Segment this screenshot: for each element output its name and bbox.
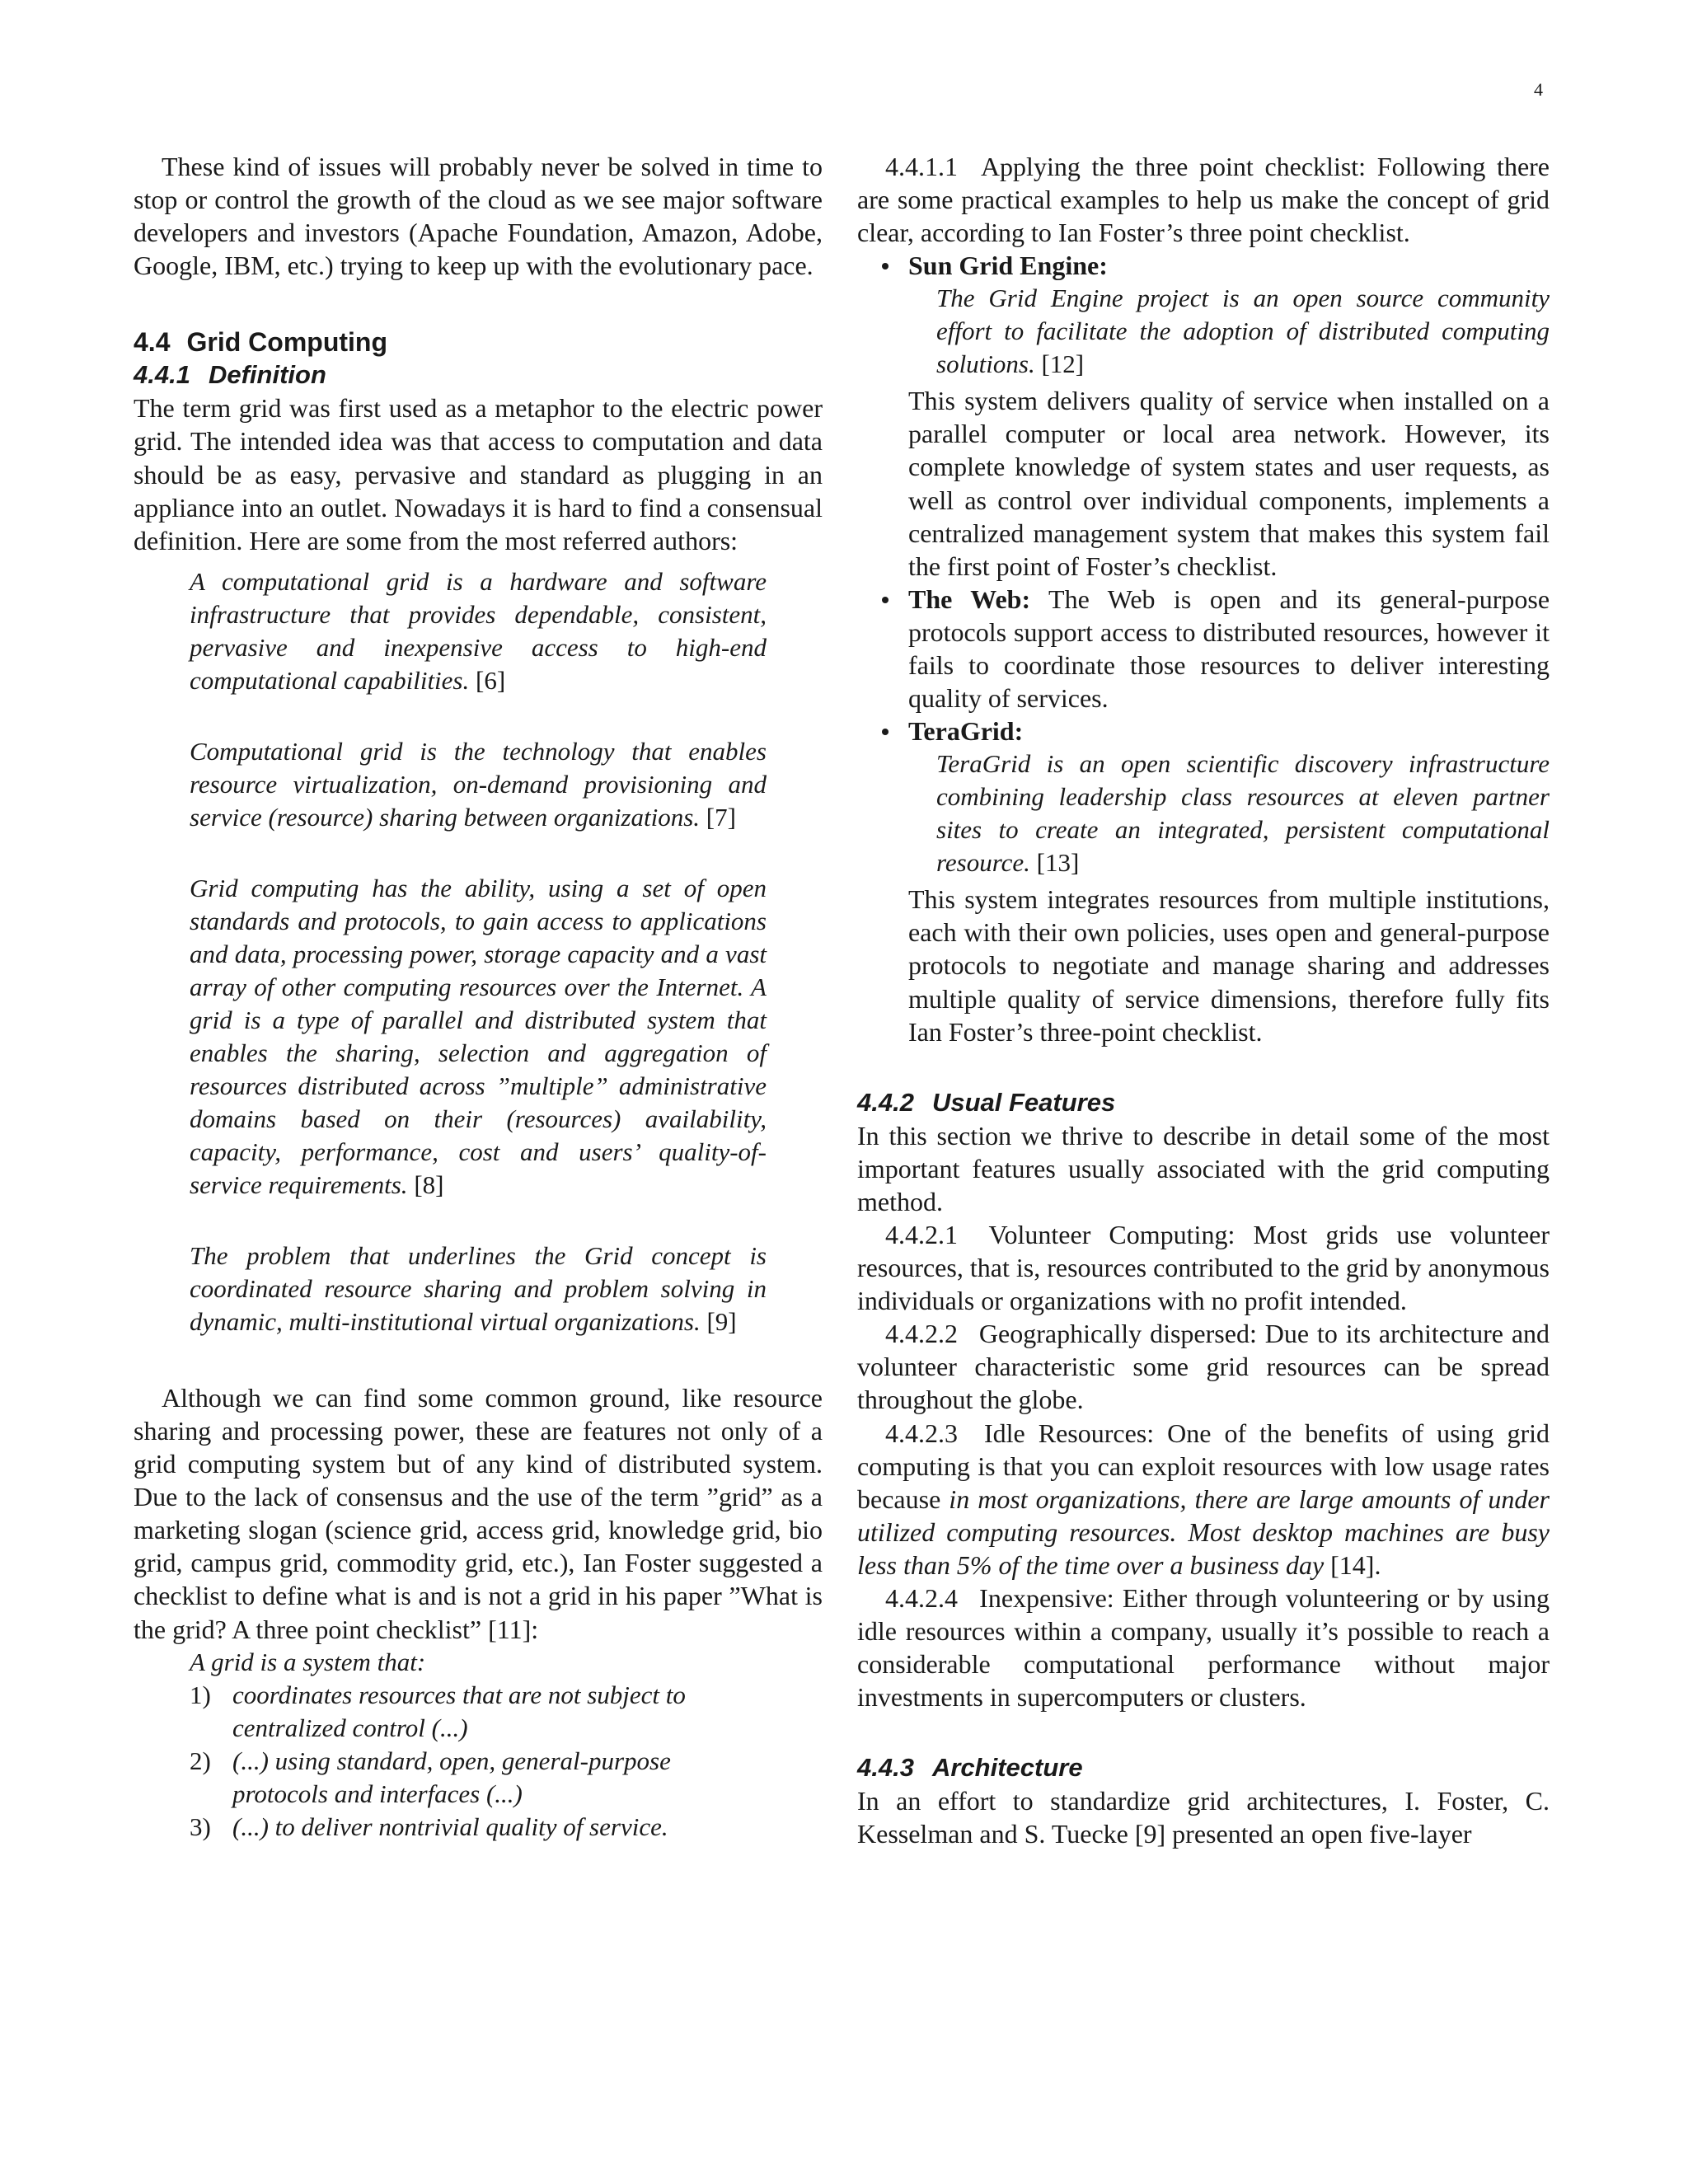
section-number: 4.4 (134, 327, 171, 358)
example-title: Sun Grid Engine: (908, 251, 1108, 281)
feature-paragraph (857, 1218, 1550, 1317)
citation: [9] (706, 1306, 737, 1336)
example-description: This system integrates resources from multiple institutions, each with their own policies, uses open and general-purpose protocols to negotiate and manage sharing and addresses multiple quality of service dimensions, therefore fully fits Ian Foster’s three-point checklist. (908, 884, 1550, 1047)
paragraph-text: Following there are some practical examples to help us make the concept of grid clear, according to Ian Foster’s three point checklist. (857, 152, 1550, 248)
paragraph-emphasis: in most organizations, there are large amounts of under utilized computing resources. Most desktop machines are busy less than 5% of the time over a business day (857, 1483, 1550, 1580)
citation: [12] (1041, 349, 1085, 379)
quote-block (190, 735, 767, 834)
paragraph-number: 4.4.2.4 (885, 1583, 958, 1613)
paragraph-number: 4.4.2.3 (885, 1418, 958, 1448)
example-text: The Web is open and its general-purpose protocols support access to distributed resources, however it fails to coordinate those resources to deliver interesting quality of services. (908, 583, 1550, 714)
citation: [13] (1036, 848, 1080, 878)
citation: [7] (706, 802, 736, 832)
quote-block (190, 872, 767, 1202)
checklist-text: (...) using standard, open, general-purpose protocols and interfaces (...) (232, 1746, 671, 1808)
paragraph-title: Idle Resources: (984, 1418, 1155, 1448)
checklist-item (190, 1745, 767, 1811)
quote-text: A computational grid is a hardware and software infrastructure that provides dependable, consistent, pervasive and inexpensive access to high-end computational capabilities. (190, 566, 767, 695)
feature-paragraph (857, 1582, 1550, 1713)
checklist-number: 2) (190, 1746, 211, 1775)
checklist-intro: A grid is a system that: (190, 1647, 426, 1676)
citation: [6] (476, 665, 506, 695)
section-heading (134, 326, 823, 359)
page-number: 4 (1534, 79, 1543, 100)
feature-paragraph (857, 1417, 1550, 1582)
paragraph-title: Volunteer Computing: (988, 1219, 1236, 1249)
quote-block (190, 1240, 767, 1338)
checklist-item (190, 1679, 767, 1745)
subsection-number: 4.4.2 (857, 1087, 914, 1117)
architecture-paragraph: In an effort to standardize grid architectures, I. Foster, C. Kesselman and S. Tuecke [9] presented an open five-layer (857, 1786, 1550, 1849)
common-ground-paragraph: Although we can find some common ground, like resource sharing and processing power, these are features not only of a grid computing system but of any kind of distributed system. Due to the lack of consensus and the use of the term ”grid” as a marketing slogan (science grid, access grid, knowledge grid, bio grid, campus grid, commodity grid, etc.), Ian Foster suggested a checklist to define what is and is not a grid in his paper ”What is the grid? A three point checklist” [11]: (134, 1382, 823, 1644)
paragraph-number: 4.4.2.2 (885, 1319, 958, 1349)
quote-text: Grid computing has the ability, using a set of open standards and protocols, to gain access to applications and data, processing power, storage capacity and a vast array of other computing resources over the Internet. A grid is a type of parallel and distributed system that enables the sharing, selection and aggregation of resources distributed across ”multiple” administrative domains based on their (resources) availability, capacity, performance, cost and users’ quality-of-service requirements. (190, 873, 767, 1199)
example-list (857, 249, 1550, 1047)
quote-text: TeraGrid is an open scientific discovery infrastructure combining leadership class resources at eleven partner sites to create an integrated, persistent computational resource. (936, 749, 1550, 878)
example-item-sun-grid-engine (857, 249, 1550, 583)
feature-paragraph (857, 1317, 1550, 1416)
paragraph-text: Either through volunteering or by using idle resources within a company, usually it’s possible to reach a considerable computational performance without major investments in supercomputers or clusters. (857, 1583, 1550, 1713)
quote-text: Computational grid is the technology that enables resource virtualization, on-demand provisioning and service (resource) sharing between organizations. (190, 736, 767, 832)
checklist-number: 1) (190, 1680, 211, 1709)
subsection-number: 4.4.3 (857, 1753, 914, 1783)
subsection-title: Definition (208, 360, 326, 390)
paragraph-number: 4.4.1.1 (885, 152, 958, 181)
checklist-number: 3) (190, 1811, 211, 1841)
subsection-title: Usual Features (931, 1087, 1116, 1117)
paragraph-title: Applying the three point checklist: (980, 152, 1367, 181)
paragraph-text: Most grids use volunteer resources, that is, resources contributed to the grid by anonymous individuals or organizations with no profit intended. (857, 1219, 1550, 1316)
citation: [8] (414, 1169, 444, 1199)
citation: [14]. (1330, 1549, 1381, 1580)
bullet-icon (882, 263, 889, 269)
checklist-text: (...) to deliver nontrivial quality of service. (232, 1811, 668, 1841)
quote-block (190, 565, 767, 697)
section-title: Grid Computing (186, 327, 387, 358)
example-title: The Web: (908, 583, 1031, 614)
applying-paragraph (857, 150, 1550, 249)
example-quote (936, 282, 1550, 381)
features-intro: In this section we thrive to describe in detail some of the most important features usually associated with the grid computing method. (857, 1120, 1550, 1216)
paragraph-title: Inexpensive: (979, 1583, 1114, 1613)
paragraph-number: 4.4.2.1 (885, 1219, 958, 1249)
example-description (908, 583, 1550, 715)
checklist-text: coordinates resources that are not subject to centralized control (...) (232, 1680, 686, 1742)
intro-paragraph: These kind of issues will probably never be solved in time to stop or control the growth of the cloud as we see major software developers and investors (Apache Foundation, Amazon, Adobe, Google, IBM, etc.) trying to keep up with the evolutionary pace. (134, 152, 823, 281)
checklist (190, 1679, 767, 1844)
quote-text: The Grid Engine project is an open source community effort to facilitate the adoption of distributed computing solutions. (936, 284, 1550, 379)
definition-paragraph: The term grid was first used as a metaphor to the electric power grid. The intended idea was that access to computation and data should be as easy, pervasive and standard as plugging in an appliance into an outlet. Nowadays it is hard to find a consensual definition. Here are some from the most referred authors: (134, 393, 823, 555)
bullet-icon (882, 597, 889, 603)
subsection-heading-features (857, 1086, 1550, 1119)
example-item-the-web (857, 583, 1550, 715)
quote-text: The problem that underlines the Grid concept is coordinated resource sharing and problem solving in dynamic, multi-institutional virtual organizations. (190, 1240, 767, 1336)
checklist-item (190, 1811, 767, 1844)
subsection-title: Architecture (931, 1753, 1083, 1783)
subsection-heading-definition (134, 359, 823, 391)
paragraph-text: One of the benefits of using grid computing is that you can exploit resources with low usage rates because (857, 1418, 1550, 1514)
left-column (134, 150, 823, 1844)
right-column (857, 150, 1550, 1851)
subsection-number: 4.4.1 (134, 360, 190, 390)
paragraph-text: Due to its architecture and volunteer characteristic some grid resources can be spread throughout the globe. (857, 1319, 1550, 1415)
example-quote (936, 748, 1550, 879)
subsection-heading-architecture (857, 1751, 1550, 1784)
example-item-teragrid (857, 715, 1550, 1047)
bullet-icon (882, 729, 889, 735)
example-title: TeraGrid: (908, 716, 1024, 747)
example-description: This system delivers quality of service when installed on a parallel computer or local area network. However, its complete knowledge of system states and user requests, as well as control over individual components, implements a centralized management system that makes this system fail the first point of Foster’s checklist. (908, 386, 1550, 581)
paragraph-title: Geographically dispersed: (978, 1319, 1257, 1349)
